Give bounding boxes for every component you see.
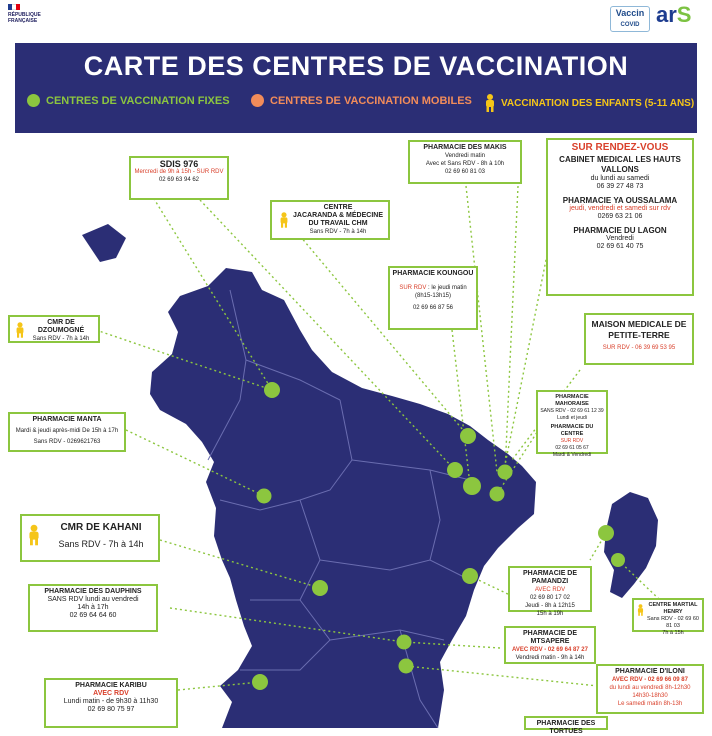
label-pharmacie-pamandzi — [508, 566, 592, 617]
label-centre-martial-henry — [632, 598, 704, 636]
mahoraise-title: PHARMACIE MAHORAISE — [555, 394, 589, 407]
label-pharmacie-mahoraise — [536, 390, 608, 458]
martial-phone: Sans RDV - 02 69 60 81 03 — [647, 616, 699, 629]
mahoraise-days: Lundi et jeudi — [557, 415, 587, 421]
ars-logo-suffix: S — [676, 2, 692, 27]
iloni-saturday: Le samedi matin 8h-13h — [617, 701, 683, 707]
rdv-box-c1-days: du lundi au samedi — [590, 175, 650, 182]
rdv-box-c1-phone: 06 39 27 48 73 — [596, 183, 644, 190]
vaccin-covid-logo — [610, 6, 650, 32]
dot-dauphins — [397, 635, 412, 650]
title-banner — [15, 43, 697, 133]
islet-mtsamboro — [82, 224, 126, 262]
centre-phone: 02 69 61 05 67 — [555, 445, 589, 451]
centre-days: Mardi & Vendredi — [552, 452, 592, 458]
child-icon — [636, 604, 645, 616]
label-pharmacie-mtsapere — [504, 626, 596, 664]
jacaranda-title: JACARANDA & MÉDECINE DU TRAVAIL CHM — [293, 212, 383, 227]
manta-phone: Sans RDV - 0269621763 — [33, 439, 101, 445]
rf-line1: RÉPUBLIQUE — [8, 12, 41, 18]
label-pharmacie-makis — [408, 140, 522, 184]
rf-line2: FRANÇAISE — [8, 18, 38, 24]
label-pharmacie-manta — [8, 412, 126, 452]
kahani-title: CMR DE KAHANI — [60, 522, 142, 533]
child-icon — [483, 94, 497, 112]
legend-fixed — [27, 94, 230, 107]
maison-phone: - 06 39 69 53 95 — [629, 345, 676, 351]
dot-jacaranda — [447, 462, 463, 478]
vaccin-logo-line2: COVID — [620, 22, 640, 28]
iloni-afternoon: 14h30-18h30 — [632, 693, 668, 699]
martial-title: CENTRE MARTIAL HENRY — [648, 602, 698, 615]
dot-koungou — [460, 428, 476, 444]
republique-francaise-logo — [8, 4, 48, 24]
pamandzi-hours1: Jeudi - 8h à 12h15 — [525, 603, 575, 609]
koungou-phone: 02 69 66 87 56 — [412, 305, 454, 311]
koungou-rdv: SUR RDV — [399, 285, 427, 291]
rdv-box-c1-title: CABINET MEDICAL LES HAUTS VALLONS — [559, 155, 681, 174]
kahani-hours: Sans RDV - 7h à 14h — [58, 539, 144, 549]
dot-iloni — [399, 659, 414, 674]
sdis-title: SDIS 976 — [159, 159, 199, 169]
dot-petite-terre-2 — [611, 553, 625, 567]
label-pharmacie-dauphins — [28, 584, 158, 632]
dot-mamoudzou — [463, 477, 481, 495]
sdis-hours: Mercredi de 9h à 15h - SUR RDV — [134, 169, 224, 175]
manta-title: PHARMACIE MANTA — [32, 416, 102, 423]
dot-manta — [257, 489, 272, 504]
maison-title: MAISON MEDICALE DE PETITE-TERRE — [591, 319, 687, 340]
label-pharmacie-koungou — [388, 266, 478, 330]
legend-mobile-label: CENTRES DE VACCINATION MOBILES — [270, 94, 472, 107]
makis-day: Vendredi matin — [444, 153, 486, 159]
french-flag-icon — [8, 4, 20, 10]
dot-karibu — [252, 674, 268, 690]
karibu-rdv: AVEC RDV — [93, 690, 129, 697]
label-cmr-dzoumogne — [8, 315, 100, 343]
child-icon — [26, 524, 42, 546]
centre-rdv: SUR RDV — [560, 438, 584, 444]
iloni-weekdays: du lundi au vendredi 8h-12h30 — [609, 685, 691, 691]
dauphins-hours: 14h à 17h — [77, 604, 109, 611]
iloni-title: PHARMACIE D'ILONI — [615, 668, 685, 675]
koungou-hours: (8h15-13h15) — [414, 293, 452, 299]
ars-logo-prefix: ar — [656, 2, 677, 27]
rdv-box-c3-days: Vendredi — [606, 235, 634, 242]
karibu-title: PHARMACIE KARIBU — [75, 682, 147, 689]
rdv-box-c2-phone: 0269 63 21 06 — [597, 213, 643, 220]
makis-hours: Avec et Sans RDV - 8h à 10h — [425, 161, 505, 167]
centre-title: PHARMACIE DU CENTRE — [550, 424, 594, 437]
pamandzi-hours2: 15h à 19h — [536, 611, 564, 617]
rdv-box-c3-title: PHARMACIE DU LAGON — [573, 226, 667, 235]
rdv-box-c2-title: PHARMACIE YA OUSSALAMA — [562, 196, 678, 205]
pamandzi-title: PHARMACIE DE PAMANDZI — [522, 570, 578, 585]
label-jacaranda — [270, 200, 390, 240]
makis-title: PHARMACIE DES MAKIS — [423, 144, 507, 151]
child-icon — [14, 322, 26, 338]
vaccin-logo-line1: Vaccin — [615, 8, 645, 18]
dzoumogne-hours: Sans RDV - 7h à 14h — [32, 336, 90, 342]
dot-centre — [490, 487, 505, 502]
petite-terre-island — [604, 492, 658, 598]
legend-fixed-label: CENTRES DE VACCINATION FIXES — [46, 94, 230, 107]
label-sur-rendez-vous — [546, 138, 694, 296]
orange-dot-icon — [251, 94, 264, 107]
karibu-phone: 02 69 80 75 97 — [87, 706, 135, 713]
rdv-box-c2-days: jeudi, vendredi et samedi sur rdv — [569, 205, 671, 212]
jacaranda-hours: Sans RDV - 7h à 14h — [309, 229, 367, 235]
dot-petite-terre-1 — [598, 525, 614, 541]
koungou-day: : le jeudi matin — [426, 285, 467, 291]
rdv-box-heading: SUR RENDEZ-VOUS — [571, 142, 669, 153]
dot-pamandzi-side — [462, 568, 478, 584]
legend-children-label: VACCINATION DES ENFANTS (5-11 ANS) — [501, 97, 695, 109]
dauphins-days: SANS RDV lundi au vendredi — [47, 596, 139, 603]
label-pharmacie-karibu — [44, 678, 178, 728]
grande-terre-island — [150, 268, 536, 728]
ars-logo — [656, 2, 691, 28]
pamandzi-phone: 02 69 80 17 02 — [529, 595, 571, 601]
legend-children — [483, 94, 694, 112]
label-sdis-976 — [129, 156, 229, 200]
legend-mobile — [251, 94, 472, 107]
dot-kahani — [312, 580, 328, 596]
martial-hours: 7h à 15h — [662, 630, 684, 636]
iloni-rdv: AVEC RDV - 02 69 66 09 87 — [612, 677, 688, 683]
mtsapere-hours: Vendredi matin - 9h à 14h — [515, 655, 585, 661]
dauphins-phone: 02 69 64 64 60 — [69, 612, 117, 619]
dot-makis — [498, 465, 513, 480]
label-maison-medicale — [584, 313, 694, 365]
label-pharmacie-iloni — [596, 664, 704, 714]
mtsapere-rdv: AVEC RDV - 02 69 64 87 27 — [512, 647, 588, 653]
rdv-box-c3-phone: 02 69 61 40 75 — [596, 243, 644, 250]
mtsapere-title: PHARMACIE DE MTSAPERE — [522, 630, 578, 645]
mahoraise-phone: SANS RDV - 02 69 61 12 39 — [540, 408, 604, 414]
maison-rdv: SUR RDV — [602, 345, 630, 351]
page-title: CARTE DES CENTRES DE VACCINATION — [83, 51, 629, 81]
manta-days: Mardi & jeudi après-midi De 15h à 17h — [15, 428, 119, 434]
sdis-phone: 02 69 63 94 62 — [158, 177, 200, 183]
label-cmr-kahani — [20, 514, 160, 562]
karibu-hours: Lundi matin - de 9h30 à 11h30 — [63, 698, 159, 705]
pamandzi-rdv: AVEC RDV — [534, 587, 566, 593]
dauphins-title: PHARMACIE DES DAUPHINS — [44, 588, 142, 595]
green-dot-icon — [27, 94, 40, 107]
dot-dzoumogne — [264, 382, 280, 398]
makis-phone: 02 69 60 81 03 — [444, 169, 486, 175]
koungou-title: PHARMACIE KOUNGOU — [392, 270, 474, 277]
jacaranda-centre: CENTRE — [323, 204, 353, 211]
tortues-title: PHARMACIE DES TORTUES — [536, 720, 596, 735]
child-icon — [278, 212, 290, 228]
dzoumogne-title: CMR DE DZOUMOGNÉ — [37, 319, 85, 334]
